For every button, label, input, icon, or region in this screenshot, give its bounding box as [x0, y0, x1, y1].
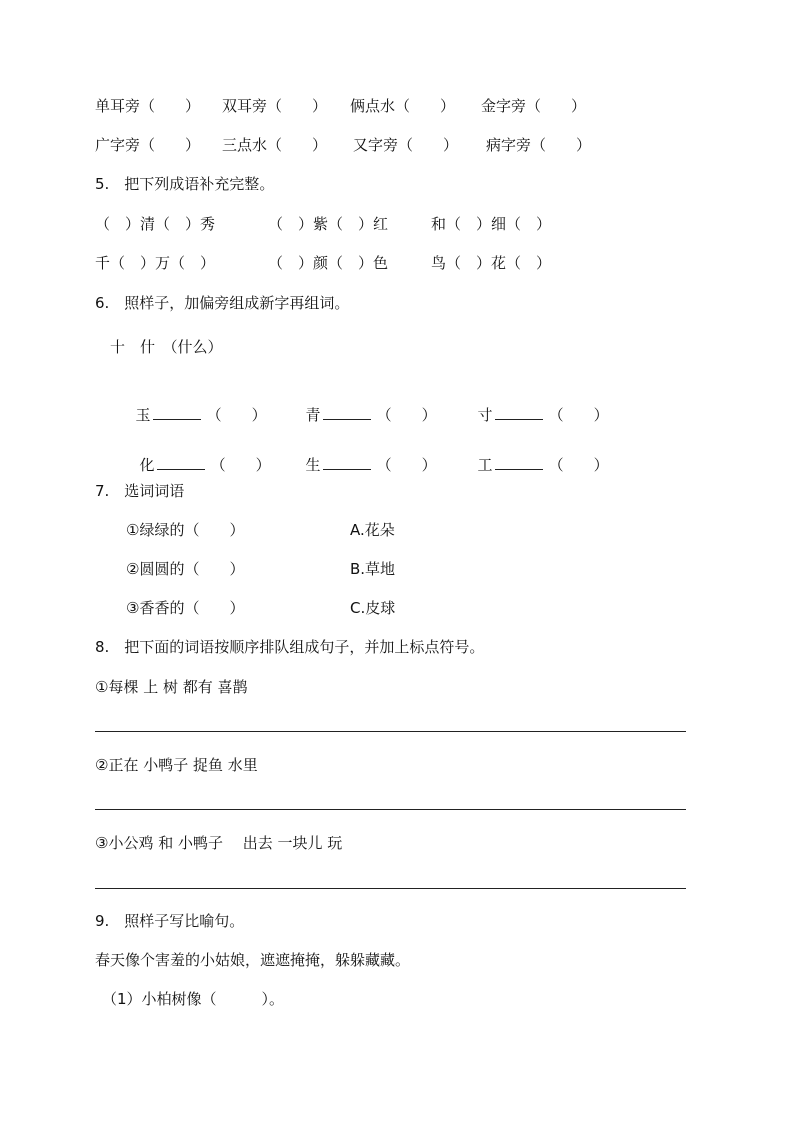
radical-item: 三点水（ ） — [222, 136, 328, 154]
match-left-item: ①绿绿的（ ） — [126, 521, 245, 539]
base-char: 青 — [305, 406, 321, 424]
answer-paren: （ ） — [548, 406, 609, 424]
answer-paren: （ ） — [376, 456, 437, 474]
base-char: 生 — [305, 456, 321, 474]
word-order-item: ②正在 小鸭子 捉鱼 水里 — [95, 756, 258, 774]
radical-fill-item — [468, 385, 609, 425]
base-char: 玉 — [135, 406, 151, 424]
answer-blank[interactable] — [153, 405, 201, 420]
question-title-7: 7. 选词词语 — [95, 482, 185, 500]
radical-item: 广字旁（ ） — [95, 136, 201, 154]
answer-paren: （ ） — [210, 456, 271, 474]
radical-item: 金字旁（ ） — [481, 97, 587, 115]
base-char: 工 — [477, 456, 493, 474]
answer-line[interactable] — [95, 731, 686, 732]
answer-paren: （ ） — [206, 406, 267, 424]
example-line: 十 什 （什么） — [110, 338, 223, 356]
base-char: 寸 — [477, 406, 493, 424]
simile-item: （1）小柏树像（ ）。 — [102, 990, 285, 1008]
radical-fill-item — [296, 385, 437, 425]
match-right-item: B.草地 — [350, 560, 396, 578]
match-left-item: ③香香的（ ） — [126, 599, 245, 617]
question-title-8: 8. 把下面的词语按顺序排队组成句子，并加上标点符号。 — [95, 638, 485, 656]
answer-paren: （ ） — [376, 406, 437, 424]
match-right-item: C.皮球 — [350, 599, 396, 617]
radical-item: 俩点水（ ） — [350, 97, 456, 115]
radical-fill-item — [130, 435, 271, 475]
answer-blank[interactable] — [157, 455, 205, 470]
base-char: 化 — [139, 456, 155, 474]
idiom-item: （ ）颜（ ）色 — [268, 254, 389, 272]
question-title-9: 9. 照样子写比喻句。 — [95, 912, 245, 930]
answer-blank[interactable] — [323, 455, 371, 470]
answer-blank[interactable] — [495, 455, 543, 470]
question-title-5: 5. 把下列成语补充完整。 — [95, 175, 275, 193]
idiom-item: 和（ ）细（ ） — [431, 215, 552, 233]
match-left-item: ②圆圆的（ ） — [126, 560, 245, 578]
answer-line[interactable] — [95, 888, 686, 889]
word-order-item: ③小公鸡 和 小鸭子 出去 一块儿 玩 — [95, 834, 343, 852]
match-right-item: A.花朵 — [350, 521, 395, 539]
radical-item: 单耳旁（ ） — [95, 97, 201, 115]
answer-blank[interactable] — [323, 405, 371, 420]
radical-item: 病字旁（ ） — [486, 136, 592, 154]
question-title-6: 6. 照样子，加偏旁组成新字再组词。 — [95, 294, 350, 312]
word-order-item: ①每棵 上 树 都有 喜鹊 — [95, 678, 248, 696]
idiom-item: 鸟（ ）花（ ） — [431, 254, 552, 272]
radical-item: 又字旁（ ） — [353, 136, 459, 154]
radical-fill-item — [296, 435, 437, 475]
radical-fill-item — [126, 385, 267, 425]
radical-fill-item — [468, 435, 609, 475]
answer-blank[interactable] — [495, 405, 543, 420]
idiom-item: 千（ ）万（ ） — [95, 254, 216, 272]
idiom-item: （ ）紫（ ）红 — [268, 215, 389, 233]
example-sentence: 春天像个害羞的小姑娘，遮遮掩掩，躲躲藏藏。 — [95, 951, 411, 969]
answer-paren: （ ） — [548, 456, 609, 474]
radical-item: 双耳旁（ ） — [222, 97, 328, 115]
idiom-item: （ ）清（ ）秀 — [95, 215, 216, 233]
answer-line[interactable] — [95, 809, 686, 810]
